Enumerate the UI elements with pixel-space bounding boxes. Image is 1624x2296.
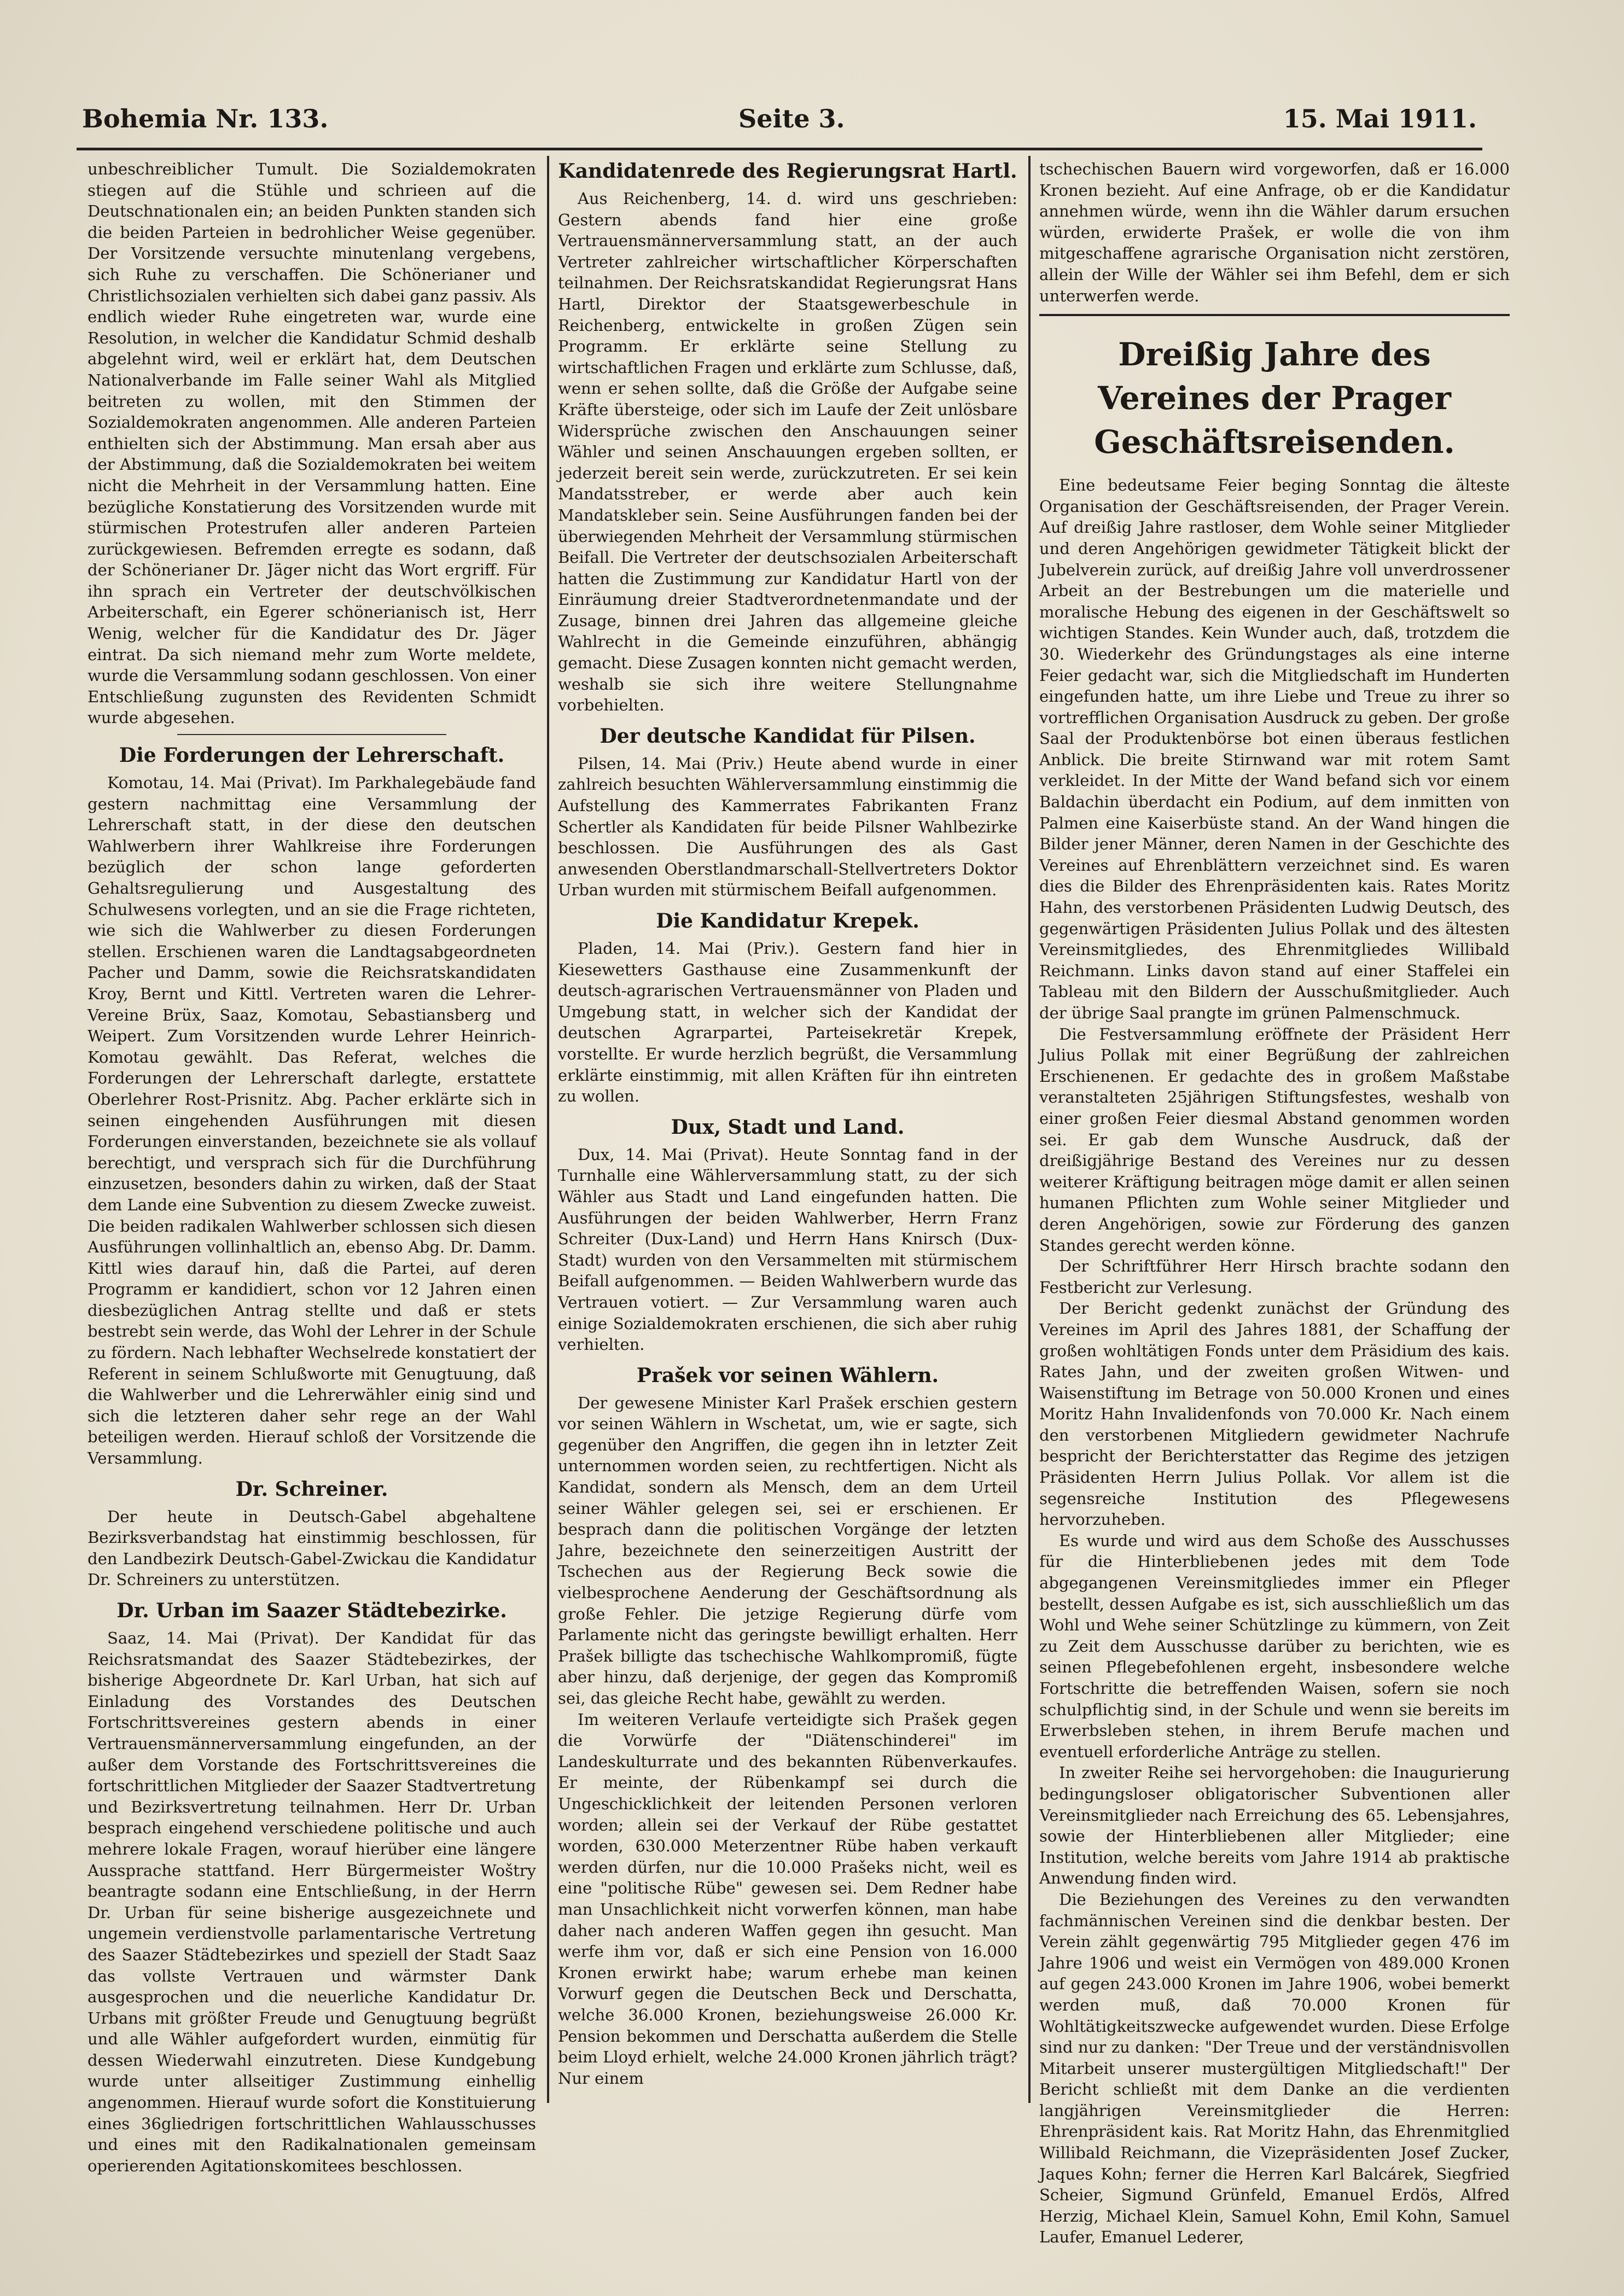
article-paragraph: Im weiteren Verlaufe verteidigte sich Prašek gegen die Vorwürfe der "Diätenschinderei" im Landeskulturrate und des bekannten Rübenverkaufes. Er meinte, der Rübenkampf sei durch die Ungeschicklichkeit der leitenden Personen verloren worden; allein sei der Verkauf der Rübe gestattet worden, 630.000 Meterzentner Rübe haben verkauft werden dürfen, nur die 10.000 Prašeks nicht, weil es eine "politische Rübe" gewesen sei. Dem Redner habe man Unsachlichkeit nicht vorwerfen können, man habe daher nach anderen Waffen gegen ihn gesucht. Man werfe ihm vor, daß er sich eine Pension von 16.000 Kronen erwirkt habe; warum erhebe man keinen Vorwurf gegen die Deutschen Beck und Derschatta, welche 36.000 Kronen, beziehungsweise 26.000 Kr. Pension bekommen und Derschatta außerdem die Stelle beim Lloyd erhielt, welche 24.000 Kronen jährlich trägt? Nur einem — [558, 1710, 1017, 2088]
article-headline: Der deutsche Kandidat für Pilsen. — [599, 724, 976, 748]
article-paragraph: unbeschreiblicher Tumult. Die Sozialdemokraten stiegen auf die Stühle und schrieen auf die Deutschnationalen ein; an beiden Punkten standen sich die beiden Parteien in bedrohlicher Weise gegenüber. Der Vorsitzende versuchte minutenlang vergebens, sich Ruhe zu verschaffen. Die Schönerianer und Christlichsozialen verhielten sich dabei ganz passiv. Als endlich wieder Ruhe eingetreten war, wurde eine Resolution, in welcher die Kandidatur Schmid deshalb abgelehnt wird, weil er erklärt hat, dem Deutschen Nationalverbande im Falle seiner Wahl als Mitglied beitreten zu wollen, mit den Stimmen der Sozialdemokraten angenommen. Alle anderen Parteien enthielten sich der Abstimmung. Man ersah aber aus der Abstimmung, daß die Sozialdemokraten bei weitem nicht die Mehrheit in der Versammlung hatten. Eine bezügliche Konstatierung des Vorsitzenden wurde mit stürmischen Protestrufen aller anderen Parteien zurückgewiesen. Befremden erregte es sodann, daß der Schönerianer Dr. Jäger nicht das Wort ergriff. Für ihn sprach ein Vertreter der deutschvölkischen Arbeiterschaft, ein Egerer schönerianisch ist, Herr Wenig, welcher für die Kandidatur des Dr. Jäger eintrat. Da sich niemand mehr zum Worte meldete, wurde die Versammlung sodann geschlossen. Von einer Entschließung zugunsten des Revidenten Schmidt wurde abgesehen. — [88, 160, 536, 727]
column-divider-2 — [1028, 156, 1031, 2103]
article-paragraph: Komotau, 14. Mai (Privat). Im Parkhalegebäude fand gestern nachmittag eine Versammlung der Lehrerschaft statt, in der diese den deutschen Wahlwerbern ihrer Wahlkreise ihre Forderungen bezüglich der schon lange geforderten Gehaltsregulierung und Ausgestaltung des Schulwesens vorlegten, und an sie die Frage richteten, wie sich die Wahlwerber zu diesen Forderungen stellen. Erschienen waren die Landtagsabgeordneten Pacher und Damm, sowie die Reichsratskandidaten Kroy, Bernt und Kittl. Vertreten waren die Lehrer-Vereine Brüx, Saaz, Komotau, Sebastiansberg und Weipert. Zum Vorsitzenden wurde Lehrer Heinrich-Komotau gewählt. Das Referat, welches die Forderungen der Lehrerschaft darlegte, erstattete Oberlehrer Rost-Prisnitz. Abg. Pacher erklärte sich in seinen eingehenden Ausführungen mit diesen Forderungen einverstanden, bezeichnete sie als vollauf berechtigt, und versprach sich für die Durchführung einzusetzen, besonders dahin zu wirken, daß der Staat dem Lande eine Subvention zu diesem Zwecke zuweist. Die beiden radikalen Wahlwerber schlossen sich diesen Ausführungen vollinhaltlich an, ebenso Abg. Dr. Damm. Kittl wies darauf hin, daß die Partei, auf deren Programm er kandidiert, schon vor 12 Jahren einen diesbezüglichen Antrag stellte und daß er stets bestrebt sein werde, das Wohl der Lehrer in der Schule zu fördern. Nach lebhafter Wechselrede konstatiert der Referent in seinem Schlußworte mit Genugtuung, daß die Wahlwerber und die Lehrerwähler einig sind und sich die letzteren daher sehr rege an der Wahl beteiligen werden. Hierauf schloß der Vorsitzende die Versammlung. — [88, 773, 536, 1468]
article-headline: Kandidatenrede des Regierungsrat Hartl. — [558, 160, 1017, 183]
article-headline: Dr. Urban im Saazer Städtebezirke. — [117, 1599, 507, 1622]
article-paragraph: Der Bericht gedenkt zunächst der Gründung des Vereines im April des Jahres 1881, der Schaffung der großen wohltätigen Fonds unter dem Präsidium des kais. Rates Jahn, und der zweiten großen Witwen- und Waisenstiftung im Betrage von 50.000 Kronen und eines Moritz Hahn Invalidenfonds von 70.000 Kr. Nach einem den verstorbenen Mitgliedern gewidmeter Nachrufe bespricht der Berichterstatter das Regime des jetzigen Präsidenten Herrn Julius Pollak. Vor allem ist die segensreiche Institution des Pflegewesens hervorzuheben. — [1039, 1299, 1510, 1529]
masthead — [82, 104, 1477, 142]
article-headline: Dux, Stadt und Land. — [671, 1115, 905, 1139]
article-paragraph: Pladen, 14. Mai (Priv.). Gestern fand hier in Kiesewetters Gasthause eine Zusammenkunft der deutsch-agrarischen Vertrauensmänner von Pladen und Umgebung statt, in welcher sich der Kandidat der deutschen Agrarpartei, Parteisekretär Krepek, vorstellte. Er wurde herzlich begrüßt, die Versammlung erklärte einstimmig, mit allen Kräften für ihn eintreten zu wollen. — [558, 939, 1017, 1106]
masthead-date: 15. Mai 1911. — [1283, 104, 1477, 133]
article-paragraph: tschechischen Bauern wird vorgeworfen, daß er 16.000 Kronen bezieht. Auf eine Anfrage, ob er die Kandidatur annehmen würde, wenn ihn die Wähler darum ersuchen würden, erwiderte Prašek, er wolle die von ihm mitgeschaffene agrarische Organisation nicht zerstören, allein der Wille der Wähler sei ihm Befehl, dem er sich unterwerfen werde. — [1039, 160, 1510, 305]
article-paragraph: Der heute in Deutsch-Gabel abgehaltene Bezirksverbandstag hat einstimmig beschlossen, für den Landbezirk Deutsch-Gabel-Zwickau die Kandidatur Dr. Schreiners zu unterstützen. — [88, 1507, 536, 1589]
masthead-page-number: Seite 3. — [738, 104, 845, 133]
article-headline: Die Kandidatur Krepek. — [656, 910, 919, 933]
separator — [177, 734, 446, 735]
column-3 — [1039, 159, 1510, 2247]
feature-headline: Dreißig Jahre des Vereines der Prager Geschäftsreisenden. — [1094, 336, 1455, 461]
masthead-issue: Bohemia Nr. 133. — [82, 104, 329, 133]
article-headline: Die Forderungen der Lehrerschaft. — [119, 744, 505, 767]
masthead-rule — [77, 148, 1482, 150]
article-paragraph: Pilsen, 14. Mai (Priv.) Heute abend wurde in einer zahlreich besuchten Wählerversammlung einstimmig die Aufstellung des Kammerrates Fabrikanten Franz Schertler als Kandidaten für beide Pilsner Wahlbezirke beschlossen. Die Ausführungen des als Gast anwesenden Oberstlandmarschall-Stellvertreters Doktor Urban wurden mit stürmischem Beifall aufgenommen. — [558, 754, 1017, 900]
column-divider-1 — [547, 156, 549, 2103]
article-paragraph: Eine bedeutsame Feier beging Sonntag die älteste Organisation der Geschäftsreisenden, der Prager Verein. Auf dreißig Jahre rastloser, dem Wohle seiner Mitglieder und deren Angehörigen gewidmeter Tätigkeit blickt der Jubelverein zurück, auf dreißig Jahre voll unverdrossener Arbeit an der Bestrebungen um die materielle und moralische Hebung des eigenen in der Geschäftswelt so wichtigen Standes. Kein Wunder auch, daß, trotzdem die 30. Wiederkehr des Gründungstages als eine interne Feier gedacht war, sich die Mitgliedschaft im Hunderten eingefunden hatte, um ihre Liebe und Treue zu ihrer so vortrefflichen Organisation Ausdruck zu geben. Der große Saal der Produktenbörse bot einen überaus festlichen Anblick. Die breite Stirnwand war mit rotem Samt verkleidet. In der Mitte der Wand befand sich vor einem Baldachin überdacht ein Podium, auf dem inmitten von Palmen eine Kaiserbüste stand. An der Wand hingen die Bilder jener Männer, deren Namen in der Geschichte des Vereines auf Ehrenblättern verzeichnet sind. Es waren dies die Bilder des Ehrenpräsidenten kais. Rates Moritz Hahn, des verstorbenen Präsidenten Ludwig Deutsch, des gegenwärtigen Präsidenten Julius Pollak und des ältesten Vereinsmitgliedes, des Ehrenmitgliedes Willibald Reichmann. Links davon stand auf einer Staffelei ein Tableau mit den Bildern der Ausschußmitglieder. Auch der übrige Saal prangte im grünen Palmenschmuck. — [1039, 476, 1510, 1022]
article-headline: Dr. Schreiner. — [235, 1477, 388, 1501]
article-paragraph: Saaz, 14. Mai (Privat). Der Kandidat für das Reichsratsmandat des Saazer Städtebezirkes, der bisherige Abgeordnete Dr. Karl Urban, hat sich auf Einladung des Vorstandes des Deutschen Fortschrittsvereines gestern abends in einer Vertrauensmännerversammlung eingefunden, an der außer dem Vorstande des Fortschrittsvereines die fortschrittlichen Mitglieder der Saazer Stadtvertretung und Bezirksvertretung teilnahmen. Herr Dr. Urban besprach eingehend verschiedene politische und auch mehrere lokale Fragen, worauf hierüber eine längere Aussprache stattfand. Herr Bürgermeister Woštry beantragte sodann eine Entschließung, in der Herrn Dr. Urban für seine bisherige ausgezeichnete und ungemein verdienstvolle parlamentarische Vertretung des Saazer Städtebezirkes und speziell der Stadt Saaz das vollste Vertrauen und wärmster Dank ausgesprochen und die neuerliche Kandidatur Dr. Urbans mit größter Freude und Genugtuung begrüßt und alle Wähler aufgefordert wurden, einmütig für dessen Wiederwahl einzutreten. Diese Kundgebung wurde unter allseitiger Zustimmung einhellig angenommen. Hierauf wurde sofort die Konstituierung eines 36gliedrigen fortschrittlichen Wahlausschusses und eines mit den Radikalnationalen gemeinsam operierenden Agitationskomitees beschlossen. — [88, 1629, 536, 2175]
article-paragraph: Aus Reichenberg, 14. d. wird uns geschrieben: Gestern abends fand hier eine große Vertrauensmännerversammlung statt, an der auch Vertreter zahlreicher wirtschaftlicher Körperschaften teilnahmen. Der Reichsratskandidat Regierungsrat Hans Hartl, Direktor der Staatsgewerbeschule in Reichenberg, entwickelte in großen Zügen sein Programm. Er erklärte seine Stellung zu wirtschaftlichen Fragen und erklärte zum Schlusse, daß, wenn er sehen sollte, daß die Größe der Aufgabe seine Kräfte übersteige, oder sich im Laufe der Zeit unlösbare Widersprüche zwischen den Anschauungen seiner Wähler und seinen Anschauungen ergeben sollten, er jederzeit bereit sein werde, zurückzutreten. Er sei kein Mandatsstreber, er werde aber auch kein Mandatskleber sein. Seine Ausführungen fanden bei der überwiegenden Mehrheit der Versammlung stürmischen Beifall. Die Vertreter der deutschsozialen Arbeiterschaft hatten die Zustimmung zur Kandidatur Hartl von der Einräumung dreier Stadtverordnetenmandate und der Zusage, binnen drei Jahren das allgemeine gleiche Wahlrecht in die Gemeinde einzuführen, abhängig gemacht. Diese Zusagen konnten nicht gemacht werden, weshalb sie sich ihre weitere Stellungnahme vorbehielten. — [558, 189, 1017, 715]
article-paragraph: In zweiter Reihe sei hervorgehoben: die Inaugurierung bedingungsloser obligatorischer Subventionen aller Vereinsmitglieder nach Erreichung des 65. Lebensjahres, sowie der Hinterbliebenen aller Mitglieder; eine Institution, welche bereits vom Jahre 1914 ab praktische Anwendung finden wird. — [1039, 1763, 1510, 1888]
article-paragraph: Es wurde und wird aus dem Schoße des Ausschusses für die Hinterbliebenen jedes mit dem Tode abgegangenen Vereinsmitgliedes immer ein Pfleger bestellt, dessen Aufgabe es ist, sich ausschließlich um das Wohl und Wehe seiner Schützlinge zu kümmern, von Zeit zu Zeit dem Ausschusse darüber zu berichten, wie es seinen Pflegebefohlenen ergeht, insbesondere welche Fortschritte die betreffenden Waisen, sofern sie noch schulpflichtig sind, in der Schule und wenn sie bereits im Erwerbsleben stehen, in ihrem Berufe machen und eventuell erforderliche Anträge zu stellen. — [1039, 1531, 1510, 1761]
section-rule — [1039, 314, 1510, 316]
article-paragraph: Der Schriftführer Herr Hirsch brachte sodann den Festbericht zur Verlesung. — [1039, 1257, 1510, 1297]
column-2 — [558, 159, 1017, 2095]
article-paragraph: Der gewesene Minister Karl Prašek erschien gestern vor seinen Wählern in Wschetat, um, wie er sagte, sich gegenüber den Angriffen, die gegen ihn in letzter Zeit unternommen worden seien, zu rechtfertigen. Nicht als Kandidat, sondern als Mensch, dem an dem Urteil seiner Wähler gelegen sei, sei er erschienen. Er besprach dann die politischen Vorgänge der letzten Jahre, bezeichnete den seinerzeitigen Austritt der Tschechen aus der Regierung Beck sowie die vielbesprochene Aenderung der Geschäftsordnung als große Fehler. Die jetzige Regierung dürfe vom Parlamente nicht das geringste bewilligt erhalten. Herr Prašek billigte das tschechische Wahlkompromiß, fügte aber hinzu, daß derjenige, der gegen das Kompromiß sei, das gleiche Recht habe, gewählt zu werden. — [558, 1393, 1017, 1708]
column-1 — [88, 159, 536, 2175]
article-paragraph: Dux, 14. Mai (Privat). Heute Sonntag fand in der Turnhalle eine Wählerversammlung statt, zu der sich Wähler aus Stadt und Land eingefunden hatten. Die Ausführungen der beiden Wahlwerber, Herrn Franz Schreiter (Dux-Land) und Herrn Hans Knirsch (Dux-Stadt) wurden von den Versammelten mit stürmischem Beifall aufgenommen. — Beiden Wahlwerbern wurde das Vertrauen votiert. — Zur Versammlung waren auch einige Sozialdemokraten erschienen, die sich aber ruhig verhielten. — [558, 1145, 1017, 1354]
article-headline: Prašek vor seinen Wählern. — [636, 1363, 939, 1387]
article-paragraph: Die Festversammlung eröffnete der Präsident Herr Julius Pollak mit einer Begrüßung der zahlreichen Erschienenen. Er gedachte des in großem Maßstabe veranstalteten 25jährigen Stiftungsfestes, weshalb von einer großen Feier diesmal Abstand genommen worden sei. Er gab dem Wunsche Ausdruck, daß der dreißigjährige Bestand des Vereines nur zu dessen weiterer Kräftigung beitragen möge damit er allen seinen humanen Pflichten zum Wohle seiner Mitglieder und deren Angehörigen, sowie zur Förderung des ganzen Standes gerecht werden könne. — [1039, 1024, 1510, 1255]
article-paragraph: Die Beziehungen des Vereines zu den verwandten fachmännischen Vereinen sind die denkbar besten. Der Verein zählt gegenwärtig 795 Mitglieder gegen 476 im Jahre 1906 und weist ein Vermögen von 489.000 Kronen auf gegen 243.000 Kronen im Jahre 1906, wobei bemerkt werden muß, daß 70.000 Kronen für Wohltätigkeitszwecke aufgewendet wurden. Diese Erfolge sind nur zu danken: "Der Treue und der verständnisvollen Mitarbeit unserer mustergültigen Mitgliedschaft!" Der Bericht schließt mit dem Danke an die verdienten langjährigen Vereinsmitglieder die Herren: Ehrenpräsident kais. Rat Moritz Hahn, das Ehrenmitglied Willibald Reichmann, die Vizepräsidenten Josef Zucker, Jaques Kohn; ferner die Herren Karl Balcárek, Siegfried Scheier, Sigmund Grünfeld, Emanuel Erdös, Alfred Herzig, Michael Klein, Samuel Kohn, Emil Kohn, Samuel Laufer, Emanuel Lederer, — [1039, 1890, 1510, 2247]
